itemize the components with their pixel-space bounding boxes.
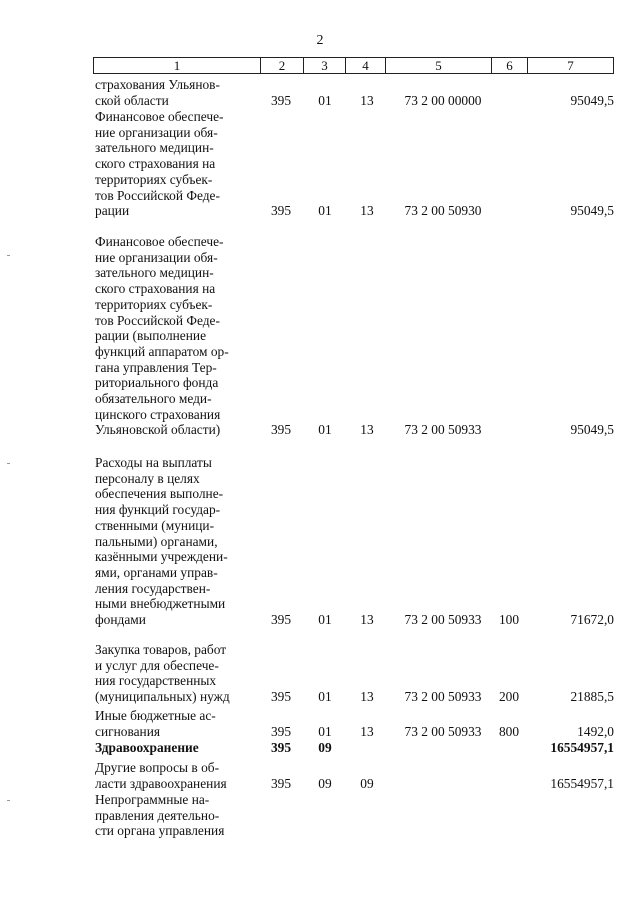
- cell-c4: 13: [360, 422, 374, 438]
- row-description: [95, 708, 247, 739]
- cell-c7: 1492,0: [577, 723, 614, 739]
- column-header-4: 4: [346, 58, 386, 73]
- description-line: Другие вопросы в об-: [95, 760, 220, 775]
- description-line: сти органа управления: [95, 823, 225, 839]
- description-line: функций аппаратом ор-: [95, 343, 229, 359]
- margin-mark: [7, 800, 10, 801]
- description-line: правления деятельно-: [95, 807, 220, 823]
- row-description: [95, 234, 247, 438]
- cell-c2: 395: [270, 723, 292, 739]
- description-line: сигнования: [95, 723, 161, 739]
- description-line: и услуг для обеспече-: [95, 657, 219, 673]
- description-line: ского страхования на: [95, 156, 216, 172]
- page-number: 2: [316, 33, 324, 48]
- description-line: территориях субъек-: [95, 296, 213, 312]
- cell-c4: 13: [360, 92, 374, 108]
- description-line: обеспечения выполне-: [95, 486, 224, 502]
- description-line: страхования Ульянов-: [95, 77, 220, 92]
- description-line: рации: [95, 203, 130, 219]
- description-line: Ульяновской области): [95, 422, 221, 438]
- cell-c5: 73 2 00 50933: [404, 422, 482, 438]
- cell-c2: 395: [270, 203, 292, 219]
- cell-c5: 73 2 00 50933: [404, 689, 482, 705]
- description-line: Непрограммные на-: [95, 792, 210, 807]
- cell-c3: 01: [318, 723, 332, 739]
- cell-c7: 16554957,1: [550, 775, 614, 791]
- table-header: [93, 57, 614, 74]
- description-line: тов Российской Феде-: [95, 312, 220, 328]
- cell-c4: 13: [360, 612, 374, 627]
- description-line: территориях субъек-: [95, 171, 213, 187]
- row-description: [95, 642, 247, 705]
- cell-c7: 21885,5: [570, 689, 614, 705]
- row-description: [95, 77, 247, 108]
- cell-c5: 73 2 00 50930: [404, 203, 482, 219]
- cell-c7: 71672,0: [570, 612, 614, 627]
- description-line: ными внебюджетными: [95, 596, 226, 612]
- column-header-5: 5: [386, 58, 492, 73]
- description-line: цинского страхования: [95, 406, 221, 422]
- cell-c2: 395: [270, 775, 292, 791]
- description-line: Расходы на выплаты: [95, 455, 212, 470]
- description-line: фондами: [95, 612, 146, 628]
- cell-c2: 395: [270, 740, 292, 755]
- description-line: ского страхования на: [95, 281, 216, 297]
- cell-c3: 09: [318, 775, 332, 791]
- cell-c2: 395: [270, 92, 292, 108]
- description-line: гана управления Тер-: [95, 359, 217, 375]
- column-header-6: 6: [492, 58, 528, 73]
- description-line: ями, органами управ-: [95, 564, 218, 580]
- description-line: ласти здравоохранения: [95, 775, 227, 791]
- description-line: ственными (муници-: [95, 517, 215, 533]
- cell-c6: 200: [498, 689, 520, 705]
- cell-c4: 13: [360, 723, 374, 739]
- description-line: Здравоохранение: [95, 740, 199, 755]
- cell-c3: 01: [318, 422, 332, 438]
- margin-mark: [7, 255, 10, 256]
- description-line: Финансовое обеспече-: [95, 234, 224, 249]
- cell-c4: 09: [360, 775, 374, 791]
- cell-c7: 95049,5: [570, 203, 614, 219]
- cell-c2: 395: [270, 689, 292, 705]
- margin-mark: [7, 463, 10, 464]
- cell-c3: 01: [318, 689, 332, 705]
- cell-c3: 09: [318, 740, 332, 755]
- description-line: тов Российской Феде-: [95, 187, 220, 203]
- row-description: [95, 792, 247, 839]
- cell-c4: 13: [360, 203, 374, 219]
- cell-c6: 800: [498, 723, 520, 739]
- row-description: [95, 740, 247, 756]
- cell-c6: 100: [498, 612, 520, 627]
- description-line: зательного медицин-: [95, 140, 214, 156]
- description-line: риториального фонда: [95, 375, 219, 391]
- cell-c7: 95049,5: [570, 422, 614, 438]
- description-line: пальными) органами,: [95, 533, 218, 549]
- cell-c7: 16554957,1: [550, 740, 614, 755]
- description-line: казёнными учреждени-: [95, 549, 228, 565]
- description-line: Закупка товаров, работ: [95, 642, 227, 657]
- cell-c3: 01: [318, 203, 332, 219]
- description-line: Иные бюджетные ас-: [95, 708, 216, 723]
- column-header-3: 3: [304, 58, 346, 73]
- description-line: ления государствен-: [95, 580, 211, 596]
- description-line: персоналу в целях: [95, 470, 200, 486]
- column-header-7: 7: [567, 58, 574, 73]
- row-description: [95, 109, 247, 219]
- cell-c5: 73 2 00 50933: [404, 612, 482, 627]
- cell-c3: 01: [318, 92, 332, 108]
- cell-c4: 13: [360, 689, 374, 705]
- cell-c5: 73 2 00 00000: [404, 92, 482, 108]
- description-line: обязательного меди-: [95, 391, 212, 407]
- cell-c5: 73 2 00 50933: [404, 723, 482, 739]
- description-line: ния государственных: [95, 673, 217, 689]
- cell-c2: 395: [270, 612, 292, 627]
- description-line: ние организации обя-: [95, 249, 218, 265]
- column-header-1: 1: [94, 58, 261, 73]
- row-description: [95, 760, 247, 791]
- cell-c2: 395: [270, 422, 292, 438]
- cell-c3: 01: [318, 612, 332, 627]
- description-line: ние организации обя-: [95, 124, 218, 140]
- description-line: рации (выполнение: [95, 328, 207, 344]
- description-line: ния функций государ-: [95, 502, 221, 518]
- cell-c7: 95049,5: [570, 92, 614, 108]
- column-header-2: 2: [261, 58, 304, 73]
- description-line: ской области: [95, 92, 169, 108]
- description-line: (муниципальных) нужд: [95, 689, 230, 705]
- description-line: Финансовое обеспече-: [95, 109, 224, 124]
- description-line: зательного медицин-: [95, 265, 214, 281]
- row-description: [95, 455, 247, 628]
